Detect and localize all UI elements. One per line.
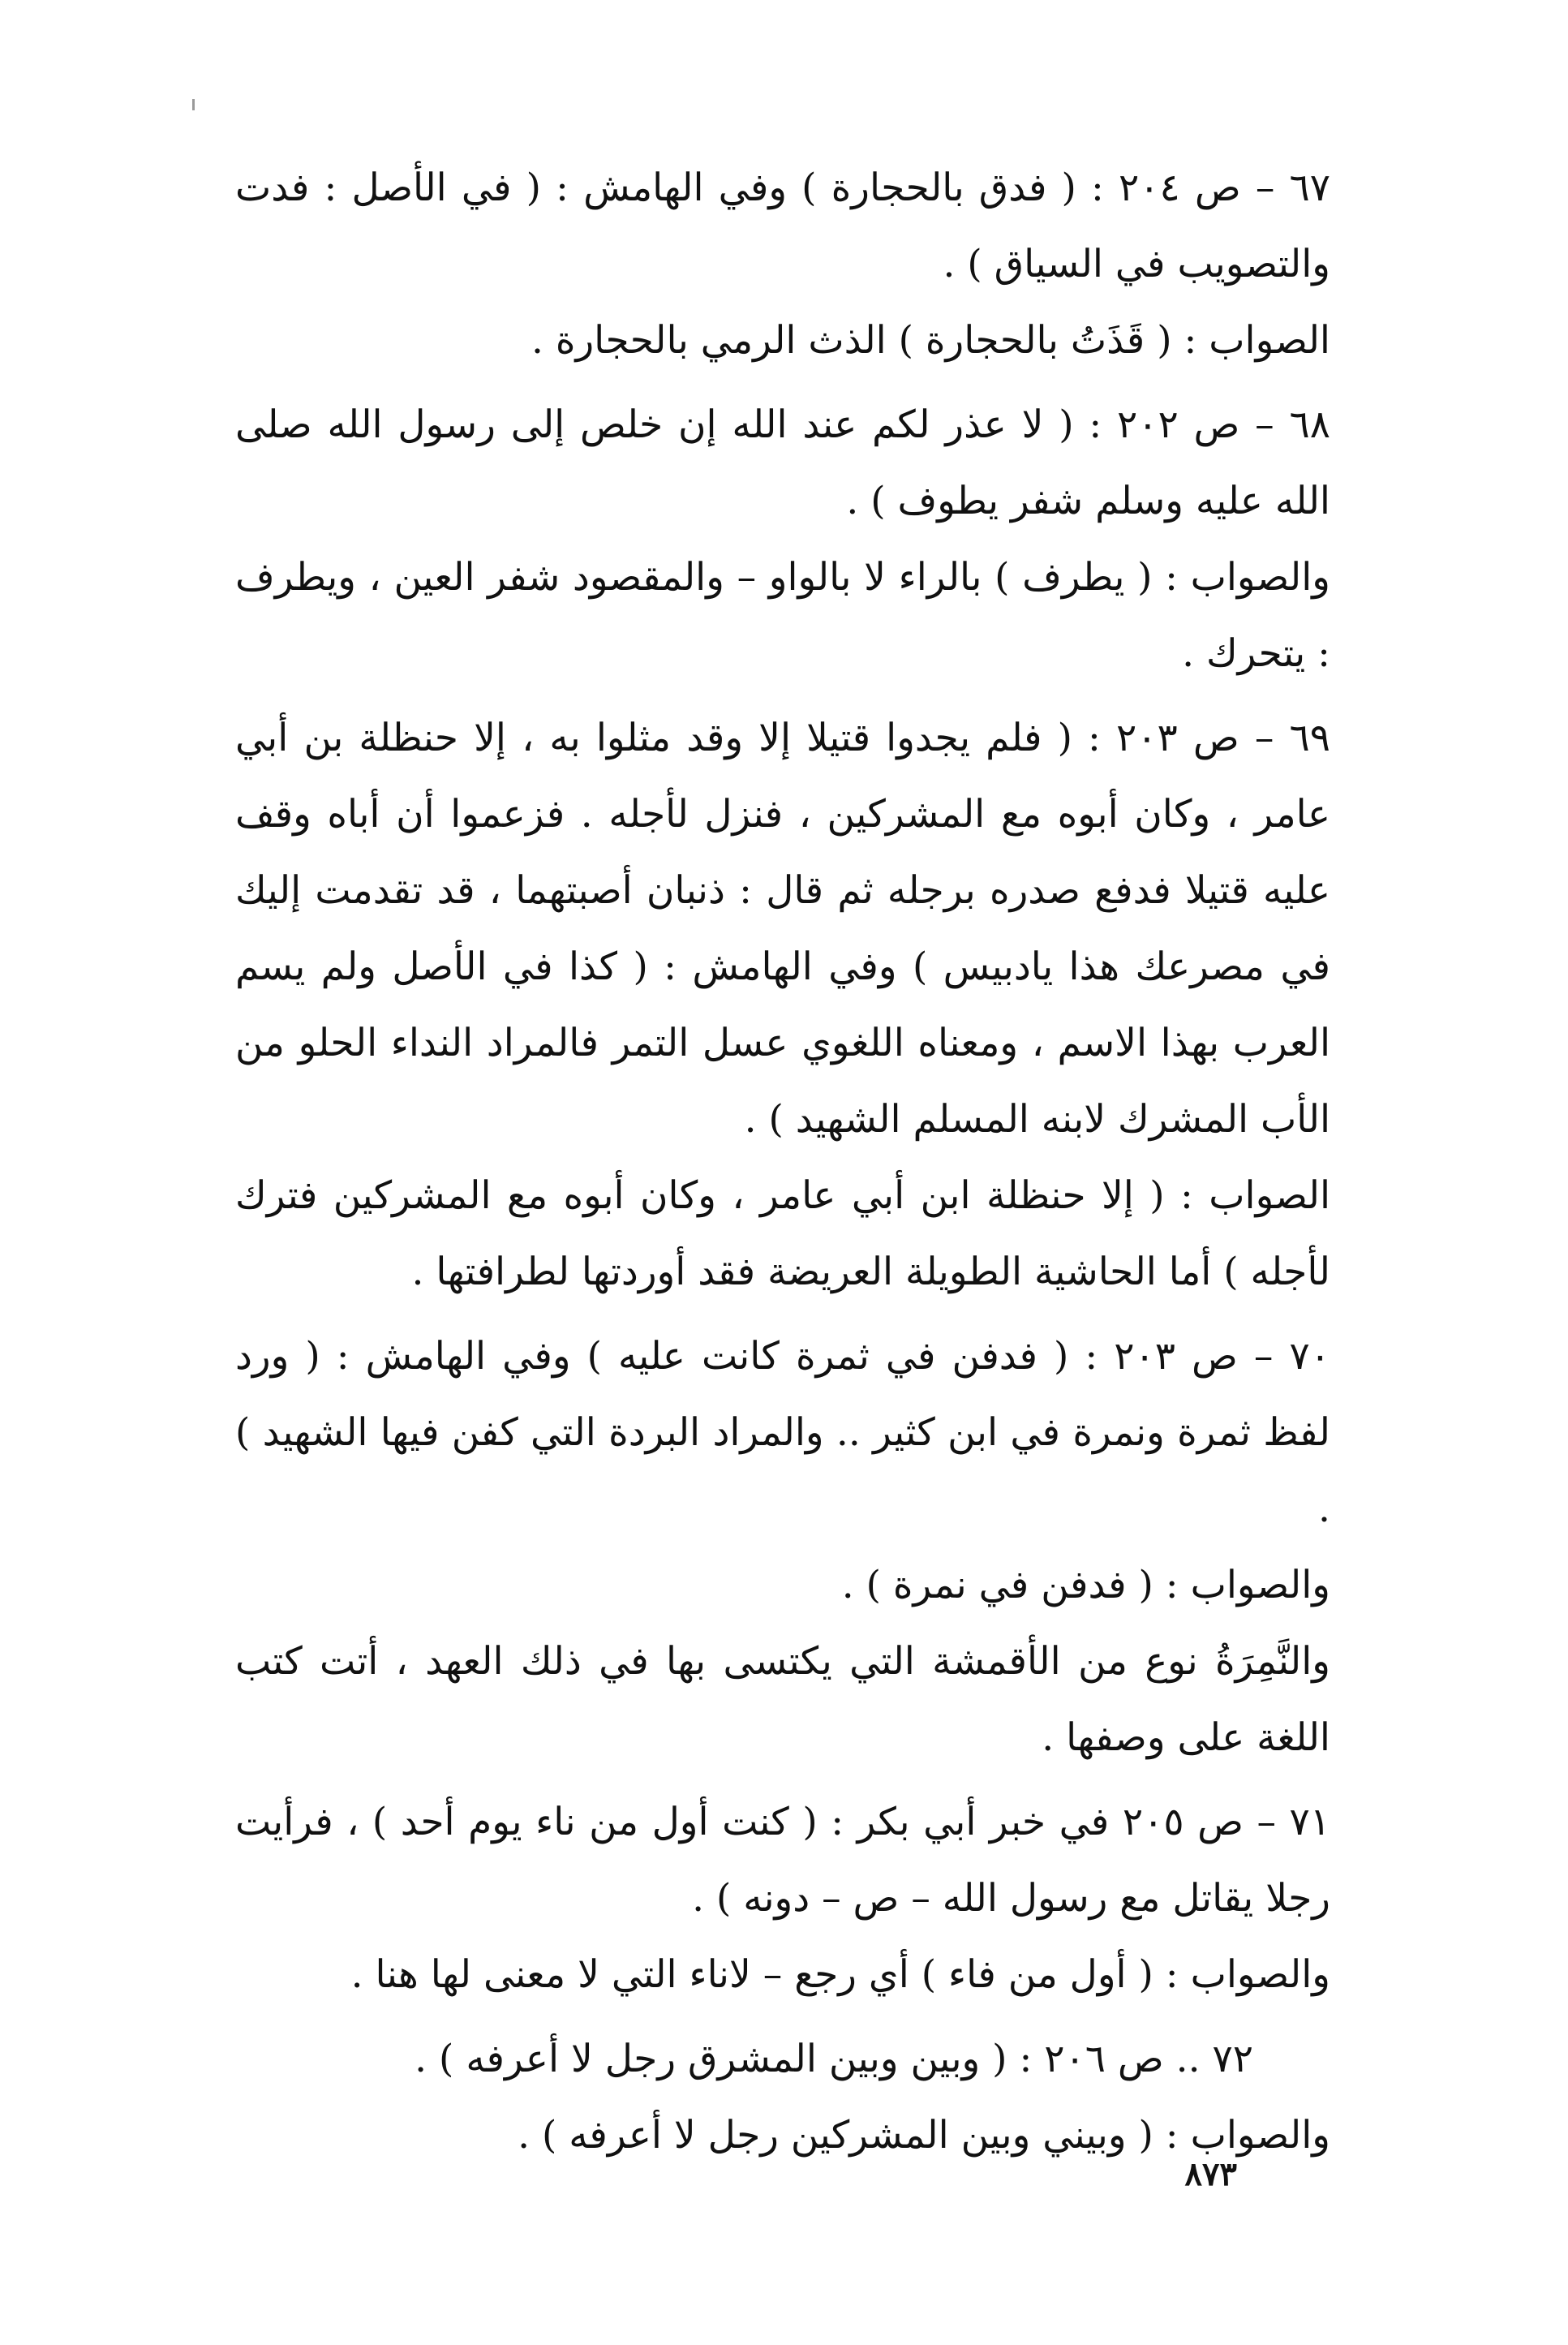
entry-70-error: ٧٠ – ص ٢٠٣ : ( فدفن في ثمرة كانت عليه ) وفي الهامش : ( ورد لفظ ثمرة ونمرة في ابن كثير .. والمراد البردة التي كفن فيها الشهيد ) . (235, 1334, 1330, 1531)
entry-70-note: والنَّمِرَةُ نوع من الأقمشة التي يكتسى بها في ذلك العهد ، أتت كتب اللغة على وصفها . (235, 1639, 1330, 1760)
entry-71-correction: والصواب : ( أول من فاء ) أي رجع – لاناء التي لا معنى لها هنا . (350, 1952, 1330, 1997)
corrections-list (235, 150, 1330, 2182)
entry-67-error: ٦٧ – ص ٢٠٤ : ( فدق بالحجارة ) وفي الهامش : ( في الأصل : فدت والتصويب في السياق ) . (235, 166, 1330, 286)
entry-71 (235, 1784, 1330, 2013)
entry-70 (235, 1319, 1330, 1776)
entry-67 (235, 150, 1330, 379)
entry-69 (235, 700, 1330, 1310)
entry-68 (235, 387, 1330, 692)
entry-67-correction: الصواب : ( قَذَتُ بالحجارة ) الذث الرمي بالحجارة . (531, 318, 1330, 363)
entry-69-correction: الصواب : ( إلا حنظلة ابن أبي عامر ، وكان أبوه مع المشركين فترك لأجله ) أما الحاشية الطويلة العريضة فقد أوردتها لطرافتها . (235, 1173, 1330, 1294)
entry-71-error: ٧١ – ص ٢٠٥ في خبر أبي بكر : ( كنت أول من ناء يوم أحد ) ، فرأيت رجلا يقاتل مع رسول الله – ص – دونه ) . (235, 1800, 1330, 1921)
entry-68-correction: والصواب : ( يطرف ) بالراء لا بالواو – والمقصود شفر العين ، ويطرف : يتحرك . (235, 555, 1330, 676)
page-number: ٨٧٣ (1184, 2155, 1237, 2193)
entry-69-error: ٦٩ – ص ٢٠٣ : ( فلم يجدوا قتيلا إلا وقد مثلوا به ، إلا حنظلة بن أبي عامر ، وكان أبوه مع المشركين ، فنزل لأجله . فزعموا أن أباه وقف عليه قتيلا فدفع صدره برجله ثم قال : ذنبان أصبتهما ، قد تقدمت إليك في مصرعك هذا يادبيس ) وفي الهامش : ( كذا في الأصل ولم يسم العرب بهذا الاسم ، ومعناه اللغوي عسل التمر فالمراد النداء الحلو من الأب المشرك لابنه المسلم الشهيد ) . (235, 716, 1330, 1142)
entry-70-correction: والصواب : ( فدفن في نمرة ) . (841, 1563, 1330, 1607)
entry-72-error: ٧٢ .. ص ٢٠٦ : ( وبين وبين المشرق رجل لا أعرفه ) . (415, 2037, 1253, 2081)
entry-68-error: ٦٨ – ص ٢٠٢ : ( لا عذر لكم عند الله إن خلص إلى رسول الله صلى الله عليه وسلم شفر يطوف ) . (235, 402, 1330, 523)
entry-72-correction: والصواب : ( وبيني وبين المشركين رجل لا أعرفه ) . (518, 2113, 1330, 2158)
scan-speck (192, 99, 195, 110)
